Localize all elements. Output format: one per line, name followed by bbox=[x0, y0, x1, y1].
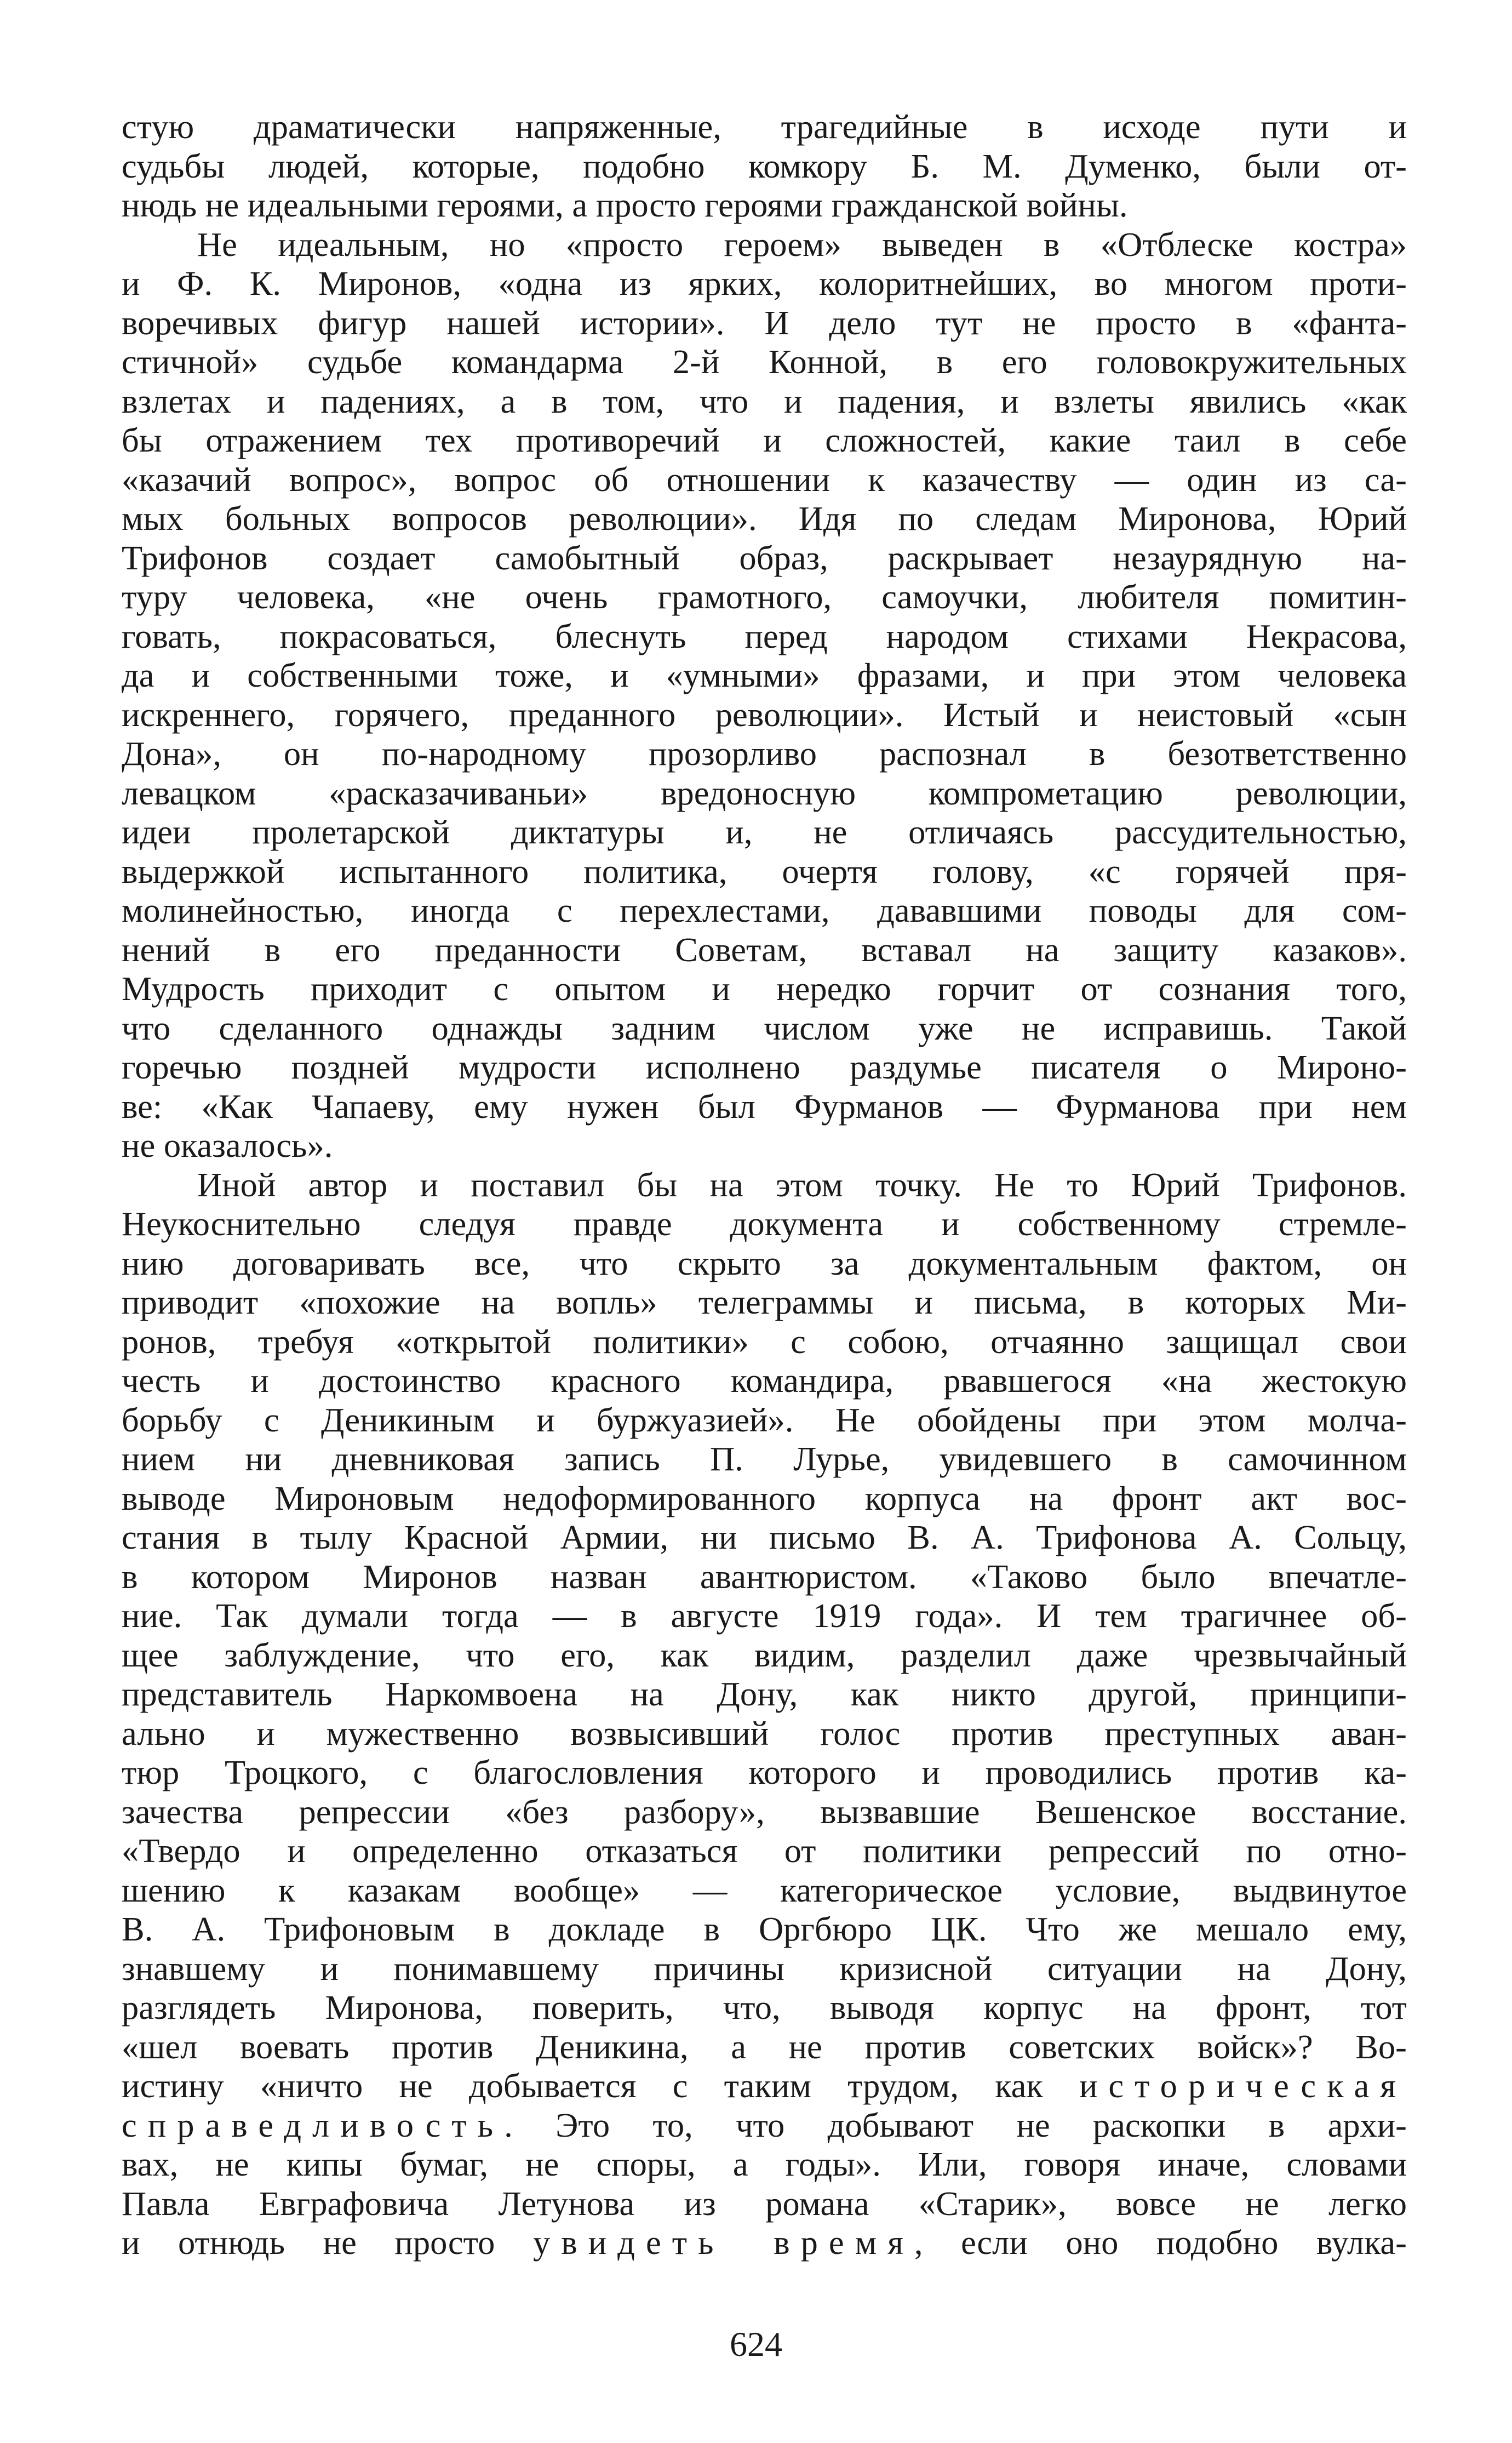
text-line: «Твердо и определенно отказаться от политики репрессий по отно- bbox=[122, 1831, 1407, 1870]
text-line: приводит «похожие на вопль» телеграммы и письма, в которых Ми- bbox=[122, 1283, 1407, 1321]
text-line: «казачий вопрос», вопрос об отношении к казачеству — один из са- bbox=[122, 460, 1407, 499]
text-line: Дона», он по-народному прозорливо распознал в безответственно bbox=[122, 734, 1407, 773]
text-line: идеи пролетарской диктатуры и, не отличаясь рассудительностью, bbox=[122, 813, 1407, 851]
text-line: воречивых фигур нашей истории». И дело тут не просто в «фанта- bbox=[122, 303, 1407, 342]
text-line: стания в тылу Красной Армии, ни письмо В. А. Трифонова А. Сольцу, bbox=[122, 1518, 1407, 1556]
text-line: Трифонов создает самобытный образ, раскрывает незаурядную на- bbox=[122, 538, 1407, 577]
text-line: зачества репрессии «без разбору», вызвавшие Вешенское восстание. bbox=[122, 1792, 1407, 1831]
text-line bbox=[122, 2106, 1407, 2145]
text-line: выдержкой испытанного политика, очертя голову, «с горячей пря- bbox=[122, 852, 1407, 891]
text-line: говать, покрасоваться, блеснуть перед народом стихами Некрасова, bbox=[122, 617, 1407, 655]
text-line: и Ф. К. Миронов, «одна из ярких, колоритнейших, во многом проти- bbox=[122, 264, 1407, 302]
text-line: мых больных вопросов революции». Идя по следам Миронова, Юрий bbox=[122, 499, 1407, 538]
text-line: нений в его преданности Советам, вставал на защиту казаков». bbox=[122, 930, 1407, 969]
spaced-emphasis: увидеть время bbox=[532, 2223, 914, 2262]
text-line: в котором Миронов назван авантюристом. «Таково было впечатле- bbox=[122, 1557, 1407, 1596]
text-line: судьбы людей, которые, подобно комкору Б. М. Думенко, были от- bbox=[122, 146, 1407, 185]
text-line: нием ни дневниковая запись П. Лурье, увидевшего в самочинном bbox=[122, 1440, 1407, 1478]
paragraph-3 bbox=[122, 1166, 1407, 2263]
text-line: да и собственными тоже, и «умными» фразами, и при этом человека bbox=[122, 656, 1407, 694]
spaced-emphasis: справедливость bbox=[122, 2105, 505, 2144]
text-run: и отнюдь не просто bbox=[122, 2223, 533, 2262]
text-line: Не идеальным, но «просто героем» выведен в «Отблеске костра» bbox=[197, 225, 1407, 264]
text-line: горечью поздней мудрости исполнено раздумье писателя о Мироно- bbox=[122, 1048, 1407, 1086]
text-line: выводе Мироновым недоформированного корпуса на фронт акт вос- bbox=[122, 1479, 1407, 1517]
text-line: не оказалось». bbox=[122, 1126, 333, 1165]
text-line: щее заблуждение, что его, как видим, разделил даже чрезвычайный bbox=[122, 1635, 1407, 1674]
body-text bbox=[122, 107, 1407, 2263]
text-line: искреннего, горячего, преданного революции». Истый и неистовый «сын bbox=[122, 695, 1407, 734]
text-line: Неукоснительно следуя правде документа и собственному стремле- bbox=[122, 1205, 1407, 1243]
text-line: Павла Евграфовича Летунова из романа «Старик», вовсе не легко bbox=[122, 2184, 1407, 2223]
text-line: ронов, требуя «открытой политики» с собою, отчаянно защищал свои bbox=[122, 1322, 1407, 1361]
page-number: 624 bbox=[730, 2325, 782, 2364]
text-run: истину «ничто не добывается с таким трудом, как bbox=[122, 2067, 1079, 2105]
text-line: молинейностью, иногда с перехлестами, дававшими поводы для сом- bbox=[122, 891, 1407, 929]
text-line: В. А. Трифоновым в докладе в Оргбюро ЦК. Что же мешало ему, bbox=[122, 1910, 1407, 1948]
text-run: , если оно подобно вулка- bbox=[914, 2223, 1407, 2262]
text-line: тюр Троцкого, с благословления которого и проводились против ка- bbox=[122, 1753, 1407, 1791]
text-line: нюдь не идеальными героями, а просто героями гражданской войны. bbox=[122, 186, 1128, 224]
text-line: бы отражением тех противоречий и сложностей, какие таил в себе bbox=[122, 421, 1407, 459]
text-line bbox=[122, 2223, 1407, 2263]
text-line: Иной автор и поставил бы на этом точку. Не то Юрий Трифонов. bbox=[197, 1165, 1407, 1204]
text-run: . Это то, что добывают не раскопки в архи- bbox=[504, 2105, 1407, 2144]
text-line: стую драматически напряженные, трагедийные в исходе пути и bbox=[122, 107, 1407, 146]
text-line: стичной» судьбе командарма 2-й Конной, в его головокружительных bbox=[122, 343, 1407, 381]
text-line: ве: «Как Чапаеву, ему нужен был Фурманов — Фурманова при нем bbox=[122, 1087, 1407, 1126]
text-line: нию договаривать все, что скрыто за документальным фактом, он bbox=[122, 1243, 1407, 1282]
text-line: разглядеть Миронова, поверить, что, выводя корпус на фронт, тот bbox=[122, 1988, 1407, 2027]
text-line: «шел воевать против Деникина, а не против советских войск»? Во- bbox=[122, 2027, 1407, 2066]
paragraph-2 bbox=[122, 225, 1407, 1166]
paragraph-1 bbox=[122, 107, 1407, 225]
text-line: туру человека, «не очень грамотного, самоучки, любителя помитин- bbox=[122, 578, 1407, 616]
text-line: Мудрость приходит с опытом и нередко горчит от сознания того, bbox=[122, 969, 1407, 1008]
text-line: знавшему и понимавшему причины кризисной ситуации на Дону, bbox=[122, 1949, 1407, 1988]
text-line: борьбу с Деникиным и буржуазией». Не обойдены при этом молча- bbox=[122, 1400, 1407, 1439]
spaced-emphasis: историческая bbox=[1079, 2067, 1407, 2105]
text-line: честь и достоинство красного командира, рвавшегося «на жестокую bbox=[122, 1361, 1407, 1400]
text-line: левацком «расказачиваньи» вредоносную компрометацию революции, bbox=[122, 773, 1407, 812]
text-line bbox=[122, 2067, 1407, 2106]
text-line: представитель Наркомвоена на Дону, как никто другой, принципи- bbox=[122, 1675, 1407, 1713]
text-line: шению к казакам вообще» — категорическое условие, выдвинутое bbox=[122, 1870, 1407, 1909]
text-line: взлетах и падениях, а в том, что и падения, и взлеты явились «как bbox=[122, 381, 1407, 420]
text-line: ально и мужественно возвысивший голос против преступных аван- bbox=[122, 1714, 1407, 1753]
text-line: что сделанного однажды задним числом уже не исправишь. Такой bbox=[122, 1008, 1407, 1047]
text-line: вах, не кипы бумаг, не споры, а годы». Или, говоря иначе, словами bbox=[122, 2145, 1407, 2183]
text-line: ние. Так думали тогда — в августе 1919 года». И тем трагичнее об- bbox=[122, 1596, 1407, 1635]
